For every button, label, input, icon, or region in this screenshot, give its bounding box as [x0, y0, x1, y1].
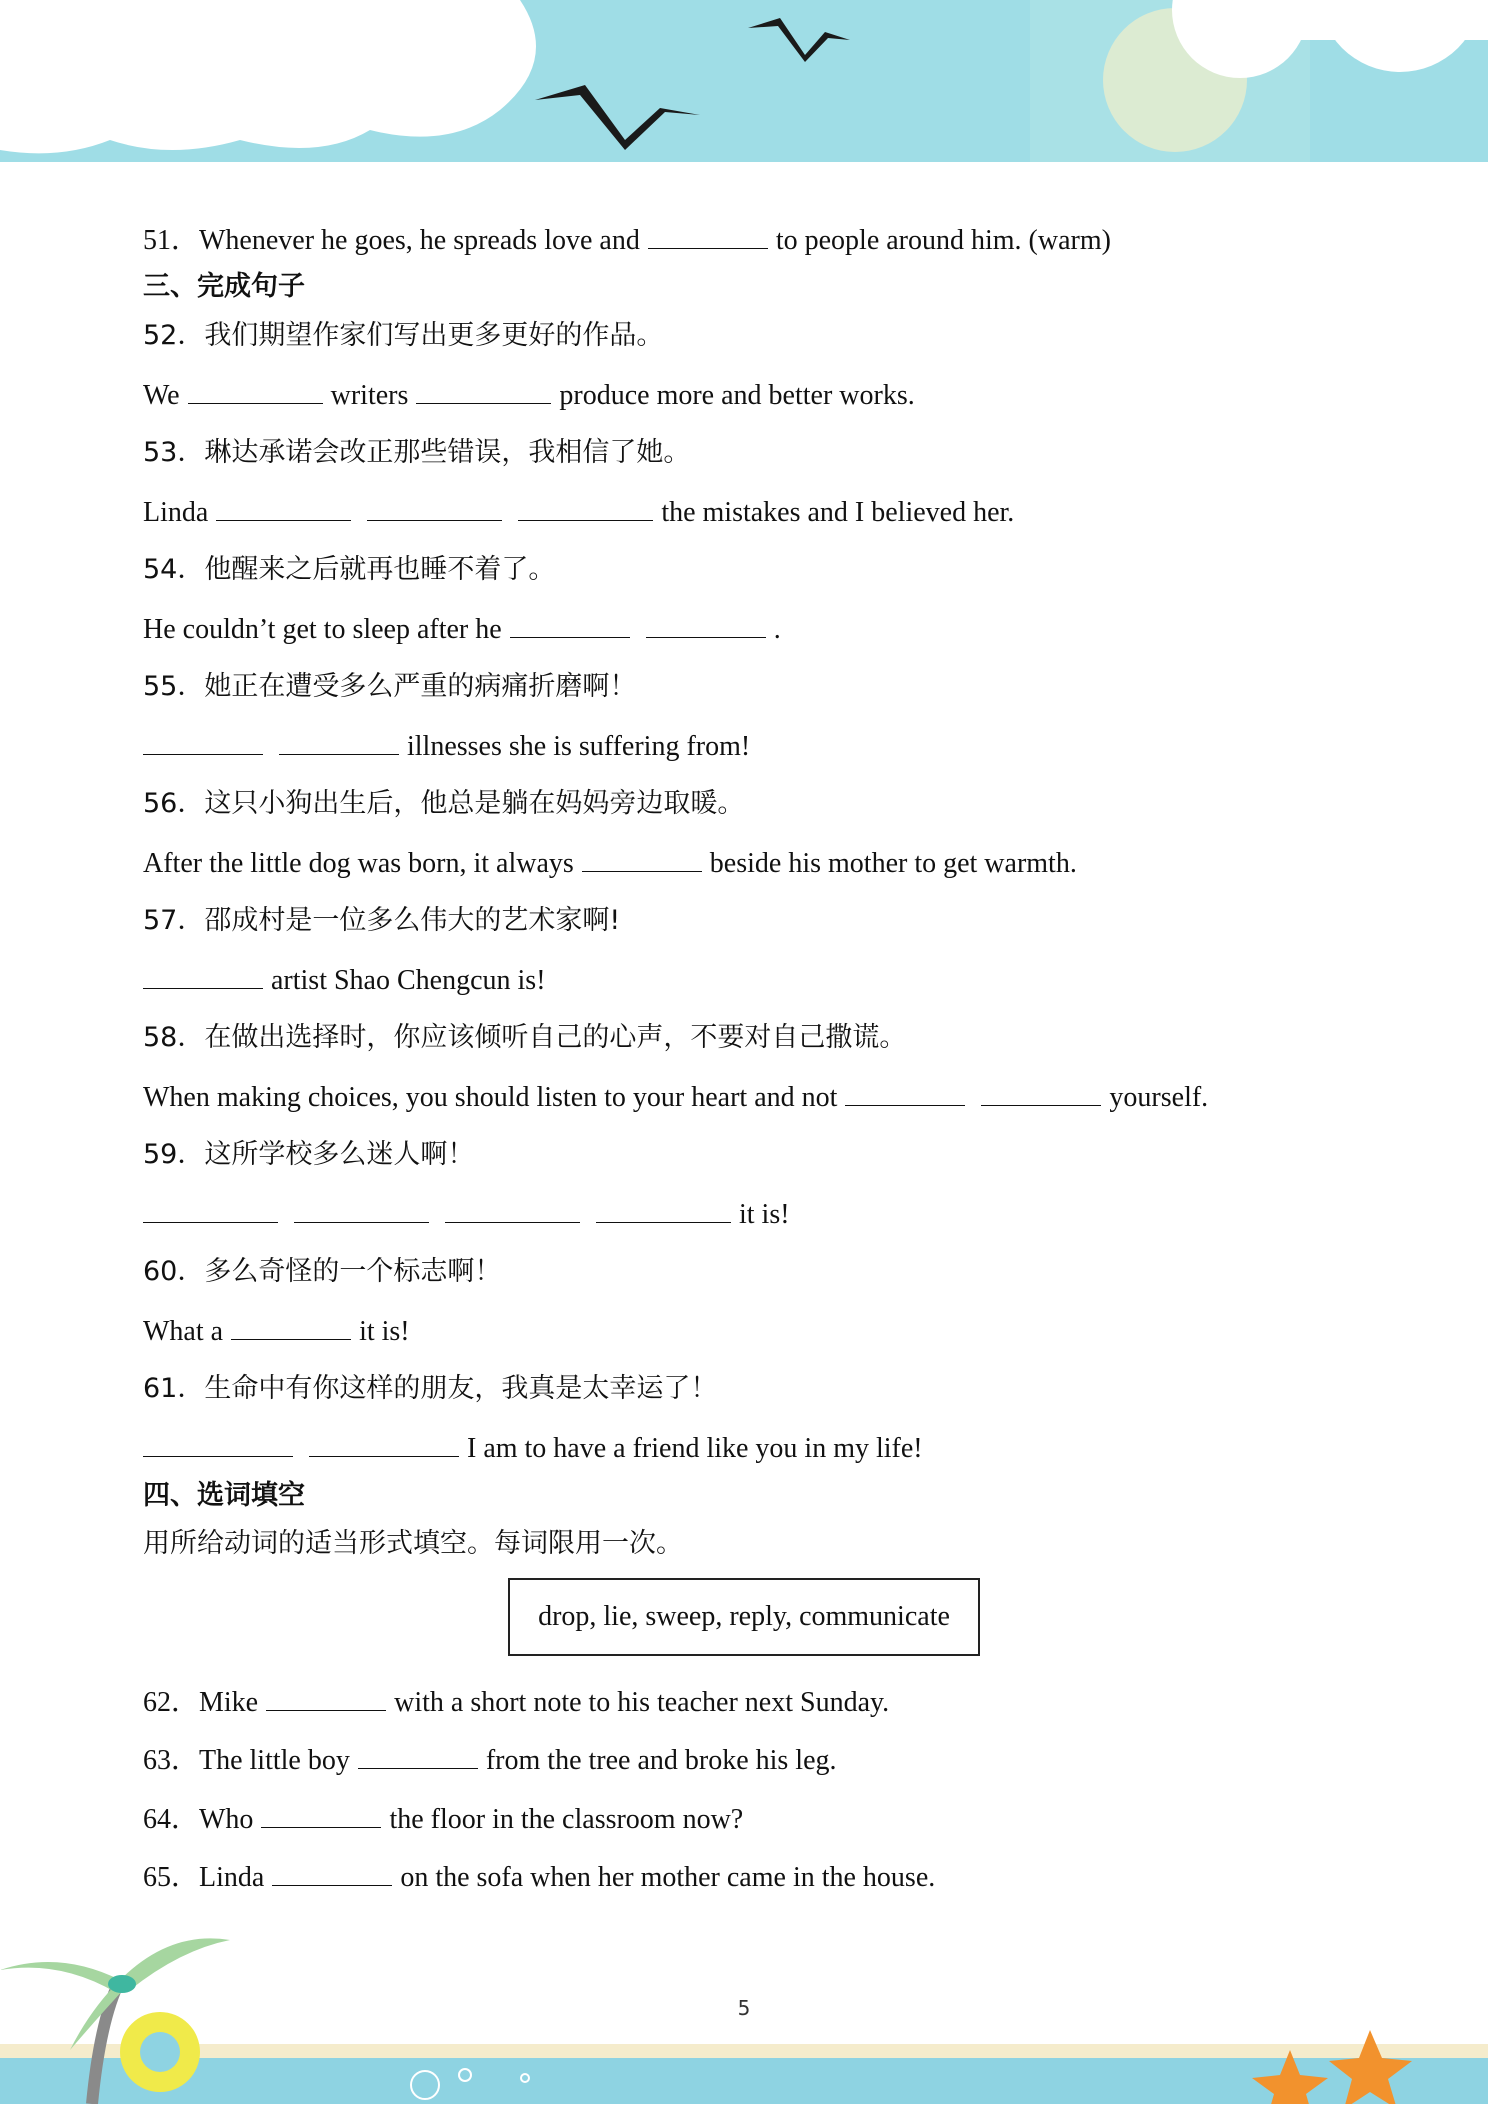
question-59 — [143, 1194, 790, 1235]
question-text: What a — [143, 1316, 224, 1347]
answer-blank[interactable] — [188, 375, 323, 404]
answer-blank[interactable] — [445, 1194, 580, 1223]
question-53-chinese: 53．琳达承诺会改正那些错误，我相信了她。 — [143, 437, 691, 468]
question-62 — [143, 1682, 889, 1723]
question-51 — [143, 220, 1111, 261]
question-text: artist Shao Chengcun is! — [271, 965, 546, 996]
answer-blank[interactable] — [279, 726, 399, 755]
question-text: on the sofa when her mother came in the house. — [400, 1862, 936, 1893]
answer-blank[interactable] — [143, 726, 263, 755]
answer-blank[interactable] — [266, 1682, 386, 1711]
question-text: 62．Mike — [143, 1687, 259, 1718]
question-text: 51．Whenever he goes, he spreads love and — [143, 225, 640, 256]
question-55 — [143, 726, 750, 767]
answer-blank[interactable] — [596, 1194, 731, 1223]
answer-blank[interactable] — [845, 1077, 965, 1106]
question-text: Linda — [143, 497, 209, 528]
answer-blank[interactable] — [582, 843, 702, 872]
question-text: writers — [330, 380, 409, 411]
question-text: with a short note to his teacher next Sunday. — [394, 1687, 890, 1718]
question-text: 63．The little boy — [143, 1745, 350, 1776]
question-56-chinese: 56．这只小狗出生后，他总是躺在妈妈旁边取暖。 — [143, 788, 745, 819]
cloud-left — [0, 0, 536, 153]
question-55-chinese: 55．她正在遭受多么严重的病痛折磨啊！ — [143, 671, 637, 702]
question-text: I am to have a friend like you in my life! — [467, 1433, 923, 1464]
question-text: beside his mother to get warmth. — [709, 848, 1077, 879]
question-58-chinese: 58．在做出选择时，你应该倾听自己的心声，不要对自己撒谎。 — [143, 1022, 907, 1053]
question-text: to people around him. (warm) — [775, 225, 1111, 256]
question-52 — [143, 375, 915, 416]
question-text: yourself. — [1109, 1082, 1209, 1113]
question-60 — [143, 1311, 410, 1352]
header-banner — [0, 0, 1488, 170]
question-text: from the tree and broke his leg. — [485, 1745, 837, 1776]
question-text: We — [143, 380, 180, 411]
question-60-chinese: 60．多么奇怪的一个标志啊！ — [143, 1256, 502, 1287]
answer-blank[interactable] — [518, 492, 653, 521]
question-text: When making choices, you should listen to your heart and not — [143, 1082, 838, 1113]
word-bank-box: drop, lie, sweep, reply, communicate — [508, 1578, 980, 1656]
question-text: the floor in the classroom now? — [389, 1804, 744, 1835]
answer-blank[interactable] — [143, 1194, 278, 1223]
question-52-chinese: 52．我们期望作家们写出更多更好的作品。 — [143, 320, 664, 351]
answer-blank[interactable] — [981, 1077, 1101, 1106]
question-64 — [143, 1799, 743, 1840]
question-57-chinese: 57．邵成村是一位多么伟大的艺术家啊! — [143, 905, 621, 936]
question-text: 64．Who — [143, 1804, 254, 1835]
answer-blank[interactable] — [648, 220, 768, 249]
question-61 — [143, 1428, 923, 1469]
question-59-chinese: 59．这所学校多么迷人啊！ — [143, 1139, 475, 1170]
answer-blank[interactable] — [510, 609, 630, 638]
question-58 — [143, 1077, 1208, 1118]
question-54-chinese: 54．他醒来之后就再也睡不着了。 — [143, 554, 556, 585]
answer-blank[interactable] — [272, 1857, 392, 1886]
answer-blank[interactable] — [261, 1799, 381, 1828]
question-54 — [143, 609, 781, 650]
question-text: illnesses she is suffering from! — [407, 731, 751, 762]
answer-blank[interactable] — [309, 1428, 459, 1457]
question-57 — [143, 960, 546, 1001]
section-title: 四、选词填空 — [143, 1480, 305, 1511]
answer-blank[interactable] — [216, 492, 351, 521]
page-number: 5 — [737, 1996, 751, 2020]
answer-blank[interactable] — [143, 1428, 293, 1457]
answer-blank[interactable] — [646, 609, 766, 638]
question-text: After the little dog was born, it always — [143, 848, 574, 879]
question-63 — [143, 1740, 837, 1781]
instruction-text: 用所给动词的适当形式填空。每词限用一次。 — [143, 1528, 683, 1559]
question-56 — [143, 843, 1077, 884]
question-61-chinese: 61．生命中有你这样的朋友，我真是太幸运了！ — [143, 1373, 718, 1404]
answer-blank[interactable] — [231, 1311, 351, 1340]
answer-blank[interactable] — [416, 375, 551, 404]
question-text: 65．Linda — [143, 1862, 265, 1893]
answer-blank[interactable] — [358, 1740, 478, 1769]
question-text: the mistakes and I believed her. — [661, 497, 1015, 528]
answer-blank[interactable] — [294, 1194, 429, 1223]
section-title: 三、完成句子 — [143, 271, 305, 302]
question-text: it is! — [359, 1316, 410, 1347]
question-65 — [143, 1857, 935, 1898]
answer-blank[interactable] — [367, 492, 502, 521]
answer-blank[interactable] — [143, 960, 263, 989]
question-text: He couldn’t get to sleep after he — [143, 614, 502, 645]
question-text: it is! — [739, 1199, 790, 1230]
question-53 — [143, 492, 1014, 533]
question-text: . — [773, 614, 781, 645]
question-text: produce more and better works. — [559, 380, 915, 411]
